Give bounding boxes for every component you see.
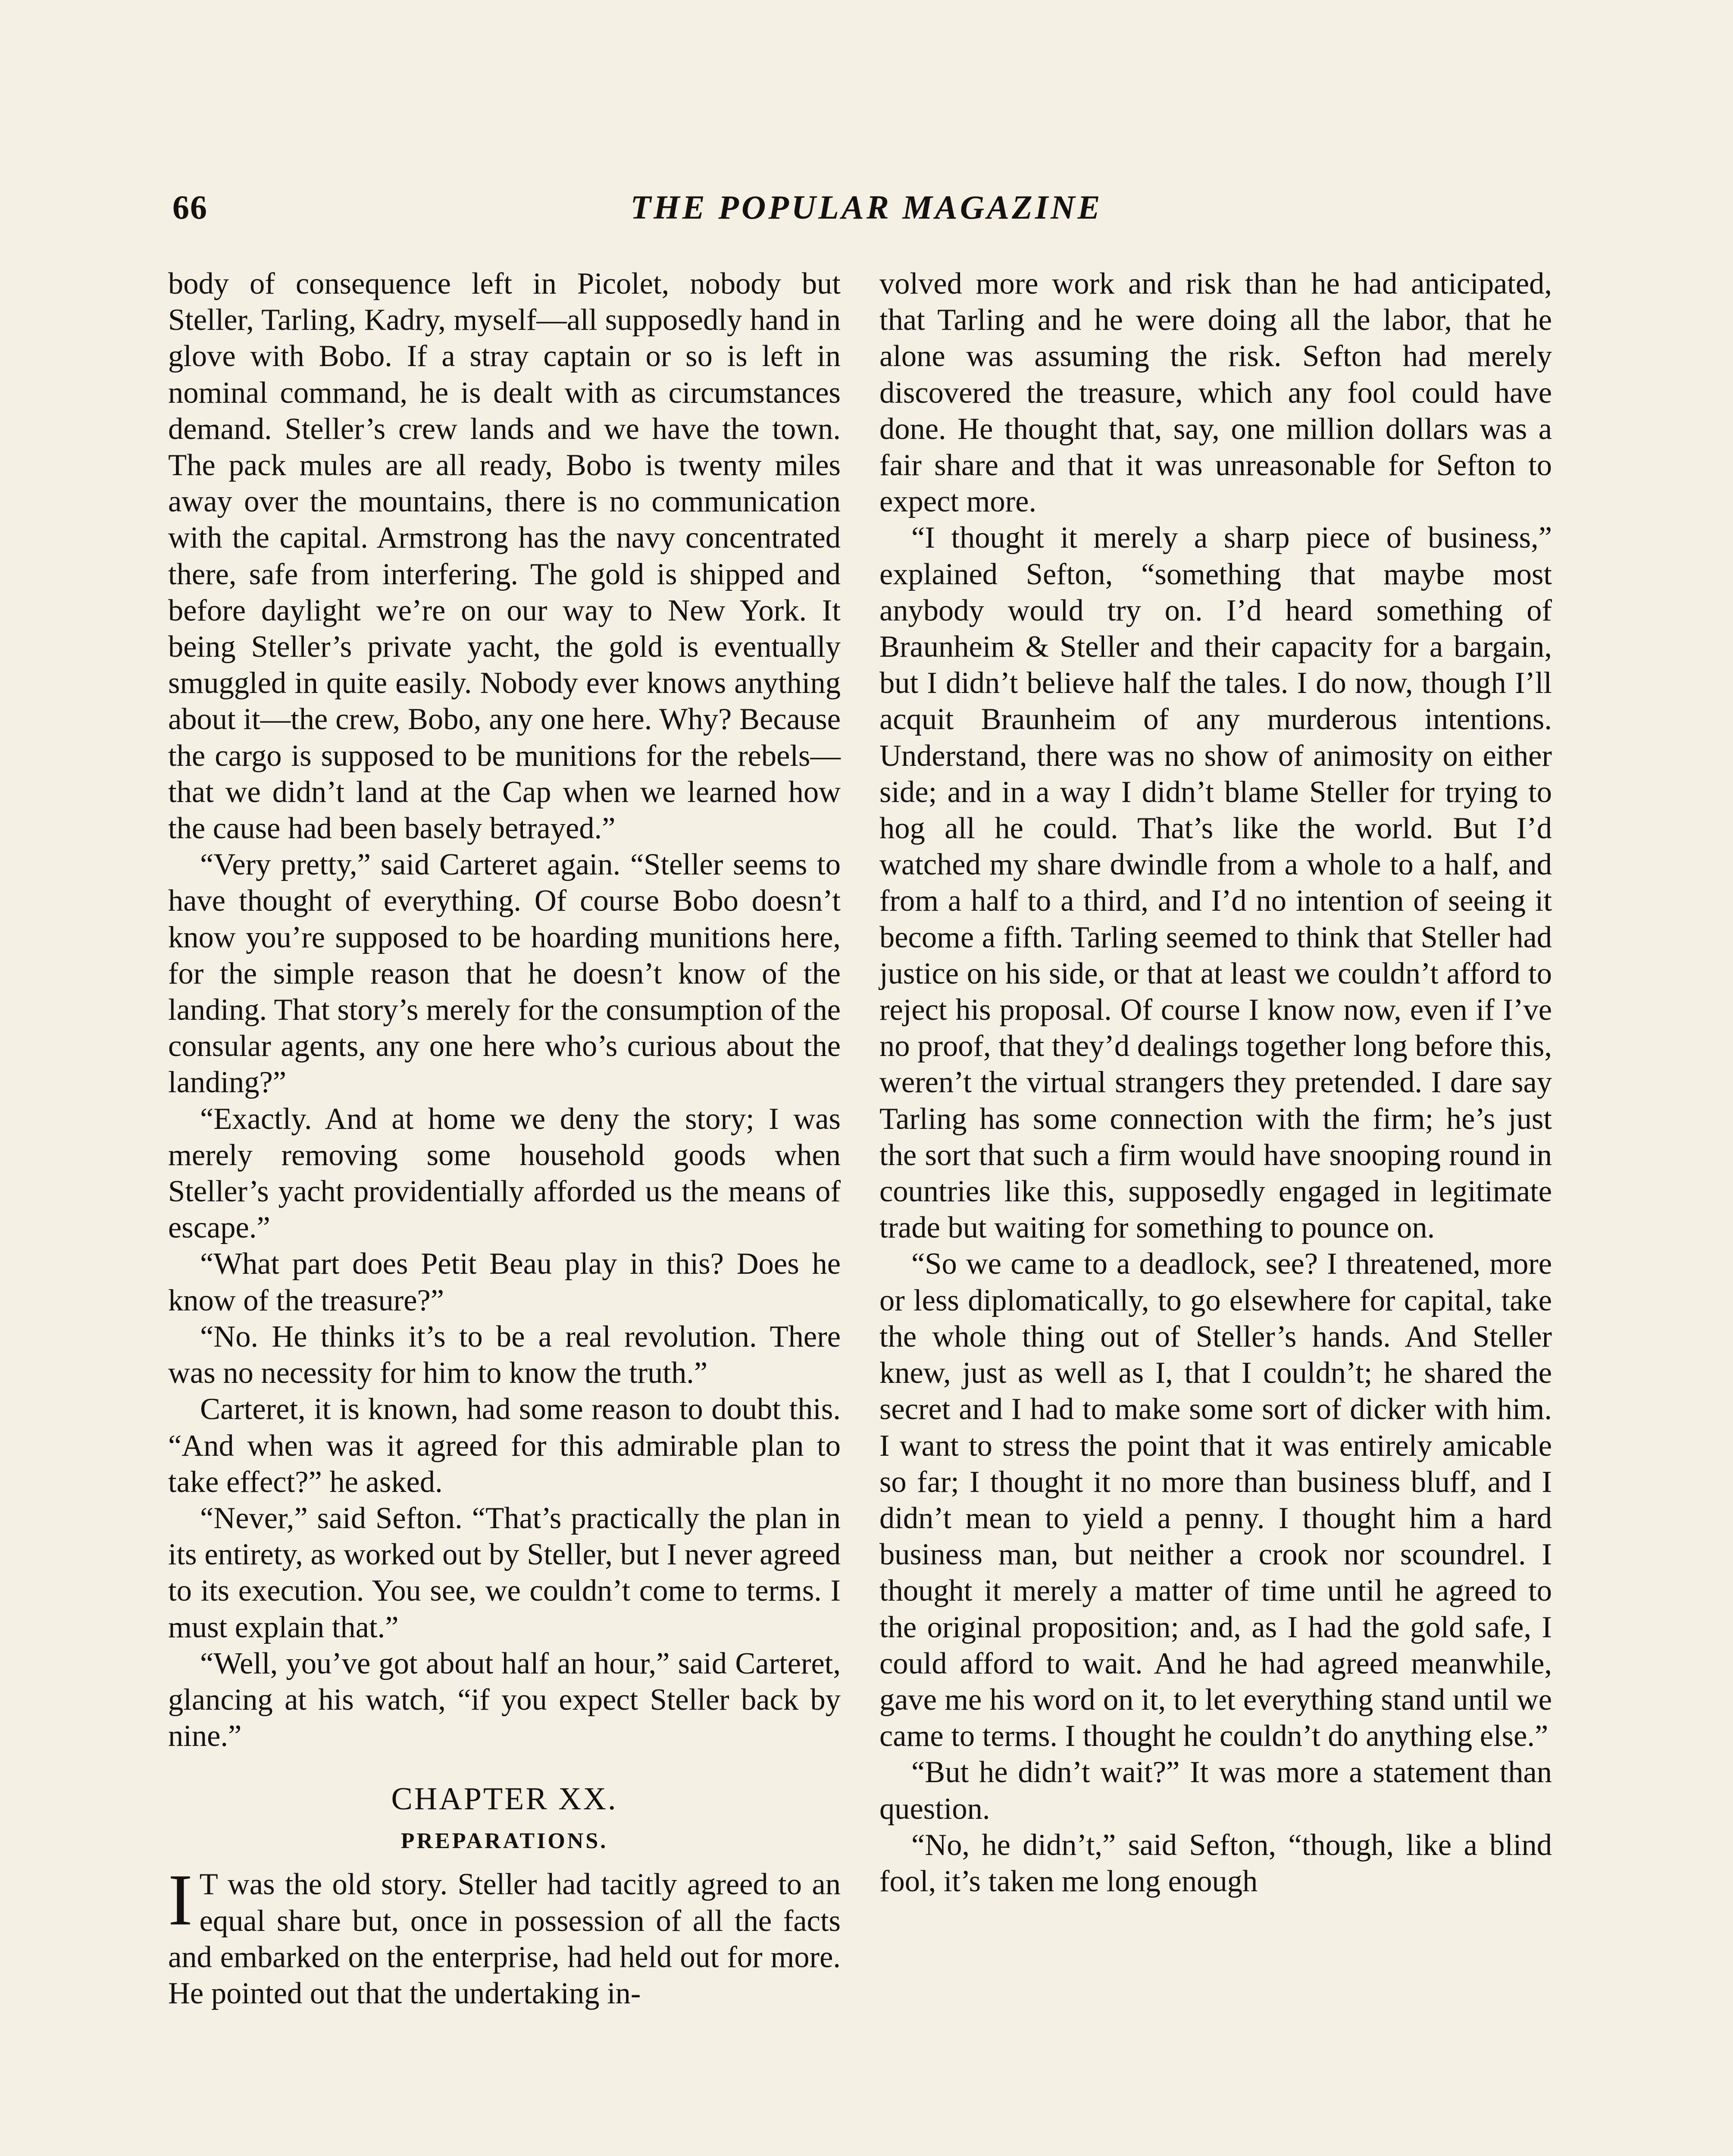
paragraph: “What part does Petit Beau play in this? Does he know of the treasure?” (168, 1247, 841, 1317)
paragraph: “I thought it merely a sharp piece of business,” explained Sefton, “something that maybe most anybody would try on. I’d heard something of Braunheim & Steller and their capacity for a bargain, but I didn’t believe half the tales. I do now, though I’ll acquit Braunheim of any murderous intentions. Understand, there was no show of animosity on either side; and in a way I didn’t blame Steller for trying to hog all he could. That’s like the world. But I’d watched my share dwindle from a whole to a half, and from a half to a third, and I’d no intention of seeing it become a fifth. Tarling seemed to think that Steller had justice on his side, or that at least we couldn’t afford to reject his proposal. Of course I know now, even if I’ve no proof, that they’d dealings together long before this, weren’t the virtual strangers they pretended. I dare say Tarling has some connection with the firm; he’s just the sort that such a firm would have snooping round in countries like this, supposedly engaged in legitimate trade but waiting for something to pounce on. (879, 521, 1552, 1245)
paragraph: “But he didn’t wait?” It was more a statement than question. (879, 1755, 1552, 1826)
paragraph: “Well, you’ve got about half an hour,” said Carteret, glancing at his watch, “if you expect Steller back by nine.” (168, 1646, 841, 1753)
paragraph: volved more work and risk than he had anticipated, that Tarling and he were doing all the labor, that he alone was assuming the risk. Sefton had merely discovered the treasure, which any fool could have done. He thought that, say, one million dollars was a fair share and that it was unreasonable for Sefton to expect more. (879, 267, 1552, 519)
paragraph: “No. He thinks it’s to be a real revolution. There was no necessity for him to know the truth.” (168, 1319, 841, 1390)
chapter-heading: CHAPTER XX. (391, 1781, 618, 1817)
paragraph: “So we came to a deadlock, see? I threatened, more or less diplomatically, to go elsewhere for capital, take the whole thing out of Steller’s hands. And Steller knew, just as well as I, that I couldn’t; he shared the secret and I had to make some sort of dicker with him. I want to stress the point that it was entirely amicable so far; I thought it no more than business bluff, and I didn’t mean to yield a penny. I thought him a hard business man, but neither a crook nor scoundrel. I thought it merely a matter of time until he agreed to the original proposition; and, as I had the gold safe, I could afford to wait. And he had agreed meanwhile, gave me his word on it, to let everything stand until we came to terms. I thought he couldn’t do anything else.” (879, 1247, 1552, 1753)
right-column (879, 266, 1552, 1899)
paragraph: “Exactly. And at home we deny the story; I was merely removing some household goods when Steller’s yacht providentially afforded us the means of escape.” (168, 1102, 841, 1245)
left-column (168, 266, 841, 2012)
chapter-opening-text: T was the old story. Steller had tacitly agreed to an equal share but, once in possession of all the facts and embarked on the enterprise, had held out for more. He pointed out that the undertaking in- (168, 1868, 841, 2010)
paragraph: body of consequence left in Picolet, nobody but Steller, Tarling, Kadry, myself—all supposedly hand in glove with Bobo. If a stray captain or so is left in nominal command, he is dealt with as circumstances demand. Steller’s crew lands and we have the town. The pack mules are all ready, Bobo is twenty miles away over the mountains, there is no communication with the capital. Armstrong has the navy concentrated there, safe from interfering. The gold is shipped and before daylight we’re on our way to New York. It being Steller’s private yacht, the gold is eventually smuggled in quite easily. Nobody ever knows anything about it—the crew, Bobo, any one here. Why? Because the cargo is supposed to be munitions for the rebels—that we didn’t land at the Cap when we learned how the cause had been basely betrayed.” (168, 267, 841, 846)
drop-cap: I (168, 1859, 193, 1941)
page-header (172, 188, 1561, 235)
running-head: THE POPULAR MAGAZINE (630, 188, 1103, 226)
chapter-subtitle: PREPARATIONS. (400, 1829, 608, 1854)
paragraph: “No, he didn’t,” said Sefton, “though, like a blind fool, it’s taken me long enough (879, 1828, 1552, 1898)
paragraph: “Never,” said Sefton. “That’s practically the plan in its entirety, as worked out by Steller, but I never agreed to its execution. You see, we couldn’t come to terms. I must explain that.” (168, 1501, 841, 1644)
paragraph: “Very pretty,” said Carteret again. “Steller seems to have thought of everything. Of course Bobo doesn’t know you’re supposed to be hoarding munitions here, for the simple reason that he doesn’t know of the landing. That story’s merely for the consumption of the consular agents, any one here who’s curious about the landing?” (168, 848, 841, 1100)
page-number: 66 (172, 188, 208, 226)
paragraph: Carteret, it is known, had some reason to doubt this. “And when was it agreed for this admirable plan to take effect?” he asked. (168, 1392, 841, 1499)
chapter-opening-paragraph (168, 1859, 841, 2012)
